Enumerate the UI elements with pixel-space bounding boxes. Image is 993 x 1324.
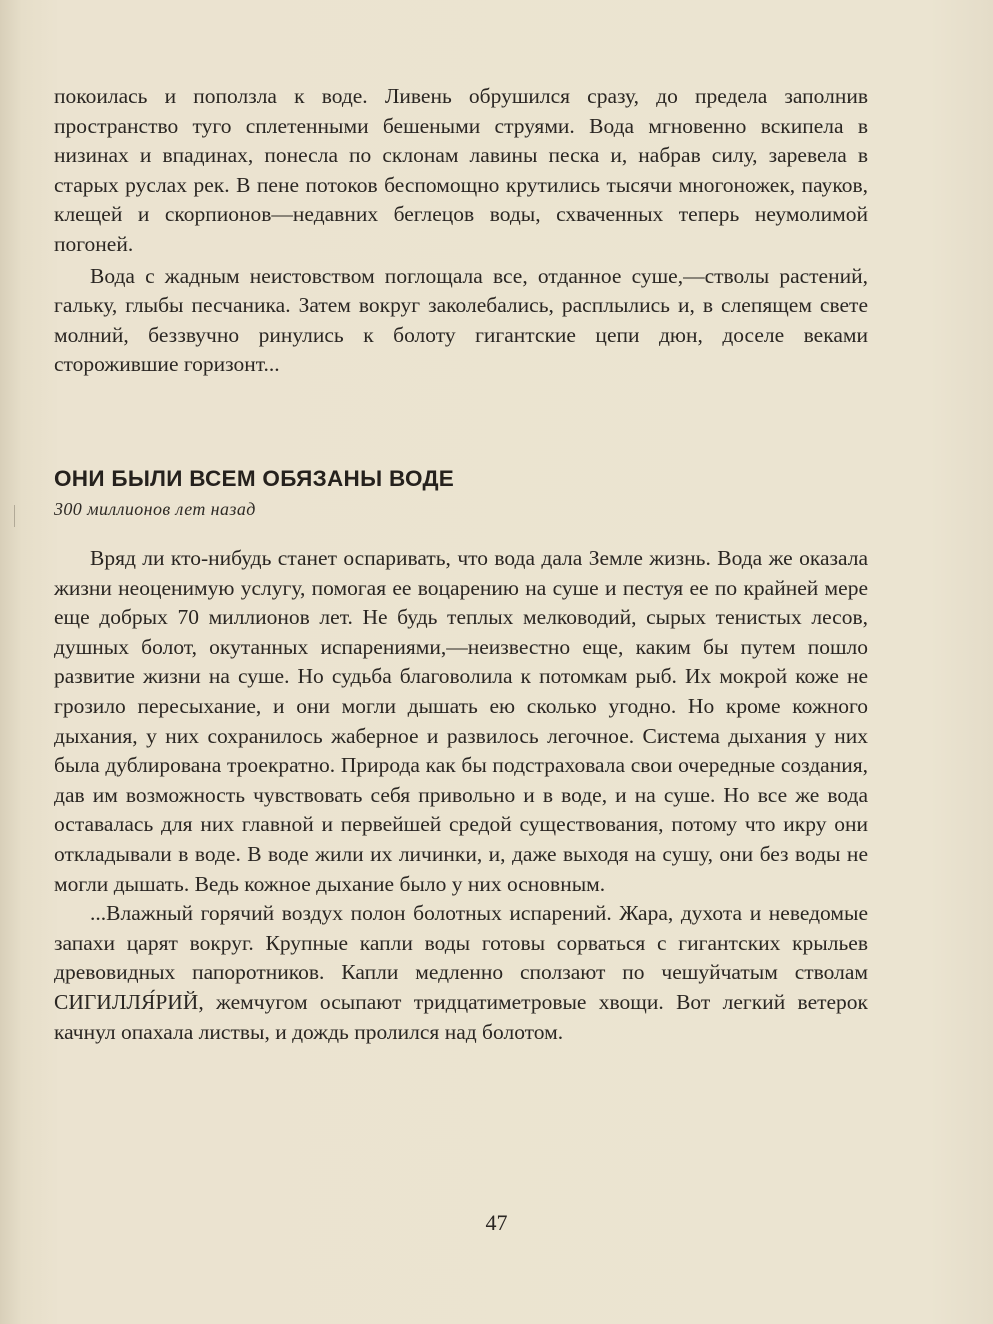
paragraph-continuation: покоилась и поползла к воде. Ливень обрушился сразу, до предела заполнив пространство туго сплетенными бешеными струями. Вода мгновенно вскипела в низинах и впадинах, понесла по склонам лавины песка и, набрав силу, заревела в старых руслах рек. В пене потоков беспомощно крутились тысячи многоножек, пауков, клещей и скорпионов—недавних беглецов воды, схваченных теперь неумолимой погоней. bbox=[54, 84, 868, 256]
paragraph: ...Влажный горячий воздух полон болотных испарений. Жара, духота и неведомые запахи царят вокруг. Крупные капли воды готовы сорваться с гигантских крыльев древовидных папоротников. Капли медленно сползают по чешуйчатым стволам СИГИЛЛЯ́РИЙ, жемчугом осыпают тридцатиметровые хвощи. Вот легкий ветерок качнул опахала листвы, и дождь пролился над болотом. bbox=[54, 901, 868, 1044]
section-subtitle: 300 миллионов лет назад bbox=[54, 499, 256, 519]
page-number: 47 bbox=[485, 1210, 508, 1235]
paragraph: Вряд ли кто-нибудь станет оспаривать, что вода дала Земле жизнь. Вода же оказала жизни неоценимую услугу, помогая ее воцарению на суше и пестуя ее по крайней мере еще добрых 70 миллионов лет. Не будь теплых мелководий, сырых тенистых лесов, душных болот, окутанных испарениями,—неизвестно еще, каким бы путем пошло развитие жизни на суше. Но судьба благоволила к потомкам рыб. Их мокрой коже не грозило пересыхание, и они могли дышать ею сколько угодно. Но кроме кожного дыхания, у них сохранилось жаберное и развилось легочное. Система дыхания у них была дублирована троекратно. Природа как бы подстраховала свои очередные создания, дав им возможность чувствовать себя привольно и в воде, и на суше. Но все же вода оставалась для них главной и первейшей средой существования, потому что икру они откладывали в воде. В воде жили их личинки, и, даже выходя на сушу, они без воды не могли дышать. Ведь кожное дыхание было у них основным. bbox=[54, 546, 868, 896]
paragraph: Вода с жадным неистовством поглощала все, отданное суше,—стволы растений, гальку, глыбы песчаника. Затем вокруг заколебались, расплылись и, в слепящем свете молний, беззвучно ринулись к болоту гигантские цепи дюн, доселе веками сторожившие горизонт... bbox=[54, 263, 868, 377]
main-text-block bbox=[54, 544, 868, 1047]
top-text-block bbox=[54, 82, 868, 380]
section-title: ОНИ БЫЛИ ВСЕМ ОБЯЗАНЫ ВОДЕ bbox=[54, 466, 455, 491]
scan-margin-mark bbox=[14, 505, 18, 527]
